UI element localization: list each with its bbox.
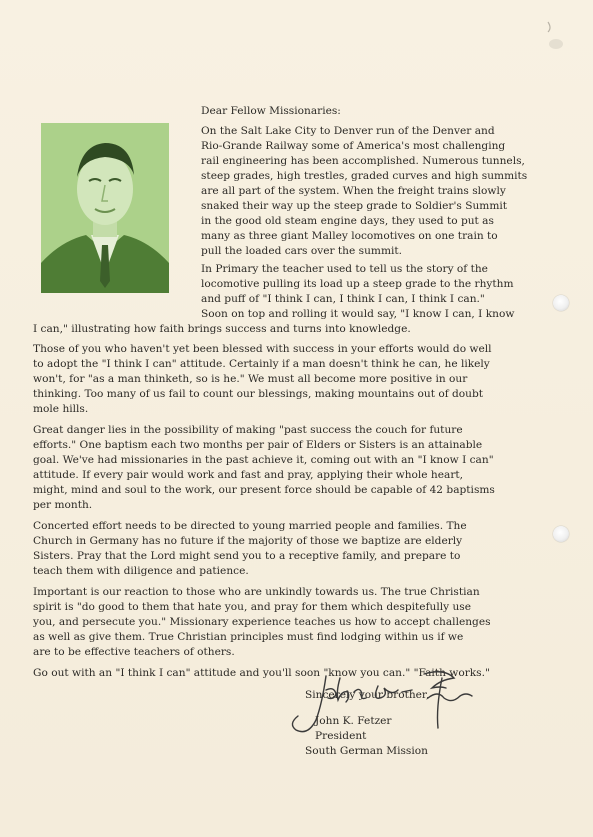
- para6-line: are to be effective teachers of others.: [33, 646, 235, 658]
- para4-line: efforts." One baptism each two months per pair of Elders or Sisters is an attainable: [33, 439, 483, 451]
- para4-line: might, mind and soul to the work, our present force should be capable of 42 baptisms: [33, 484, 495, 496]
- para1-line: On the Salt Lake City to Denver run of the Denver and: [201, 125, 495, 137]
- signer-title: President: [315, 730, 367, 742]
- greeting: Dear Fellow Missionaries:: [201, 105, 341, 117]
- para5-line: Concerted effort needs to be directed to young married people and families. The: [33, 520, 467, 532]
- para5-line: Sisters. Pray that the Lord might send you to a receptive family, and prepare to: [33, 550, 461, 562]
- signer-org: South German Mission: [305, 745, 428, 757]
- para4-line: per month.: [33, 499, 93, 511]
- paper-stain: [540, 18, 570, 58]
- para2-line: locomotive pulling its load up a steep grade to the rhythm: [201, 278, 514, 290]
- para6-line: you, and persecute you." Missionary experience teaches us how to accept challenges: [33, 616, 491, 628]
- para3-line: thinking. Too many of us fail to count our blessings, making mountains out of doubt: [33, 388, 484, 400]
- portrait-photo: [41, 123, 169, 293]
- signature: [282, 664, 482, 744]
- para1-line: rail engineering has been accomplished. Numerous tunnels,: [201, 155, 525, 167]
- para6-line: spirit is "do good to them that hate you, and pray for them which despitefully use: [33, 601, 471, 613]
- punch-hole: [553, 526, 569, 542]
- para4-line: goal. We've had missionaries in the past achieve it, coming out with an "I know I can": [33, 454, 494, 466]
- para3-line: won't, for "as a man thinketh, so is he." We must all become more positive in our: [33, 373, 468, 385]
- para4-line: attitude. If every pair would work and fast and pray, applying their whole heart,: [33, 469, 464, 481]
- para1-line: pull the loaded cars over the summit.: [201, 245, 403, 257]
- para5-line: teach them with diligence and patience.: [33, 565, 249, 577]
- para2-line: Soon on top and rolling it would say, "I know I can, I know: [201, 308, 515, 320]
- closing: Sincerely your brother,: [305, 689, 430, 701]
- para1-line: snaked their way up the steep grade to Soldier's Summit: [201, 200, 508, 212]
- para3-line: to adopt the "I think I can" attitude. Certainly if a man doesn't think he can, he likely: [33, 358, 490, 370]
- para1-line: Rio-Grande Railway some of America's most challenging: [201, 140, 506, 152]
- para1-line: many as three giant Malley locomotives on one train to: [201, 230, 498, 242]
- para4-line: Great danger lies in the possibility of making "past success the couch for future: [33, 424, 463, 436]
- para6-line: as well as give them. True Christian principles must find lodging within us if we: [33, 631, 464, 643]
- para2-line: In Primary the teacher used to tell us the story of the: [201, 263, 488, 275]
- para2-line: and puff of "I think I can, I think I can, I think I can.": [201, 293, 485, 305]
- signer-name: John K. Fetzer: [315, 715, 392, 727]
- para7-line: Go out with an "I think I can" attitude and you'll soon "know you can." "Faith works.": [33, 667, 490, 679]
- para3-line: mole hills.: [33, 403, 89, 415]
- para1-line: are all part of the system. When the freight trains slowly: [201, 185, 506, 197]
- punch-hole: [553, 295, 569, 311]
- para6-line: Important is our reaction to those who are unkindly towards us. The true Christian: [33, 586, 480, 598]
- para1-line: in the good old steam engine days, they used to put as: [201, 215, 494, 227]
- para5-line: Church in Germany has no future if the majority of those we baptize are elderly: [33, 535, 463, 547]
- para2-line: I can," illustrating how faith brings success and turns into knowledge.: [33, 323, 411, 335]
- para3-line: Those of you who haven't yet been blessed with success in your efforts would do well: [33, 343, 492, 355]
- para1-line: steep grades, high trestles, graded curves and high summits: [201, 170, 528, 182]
